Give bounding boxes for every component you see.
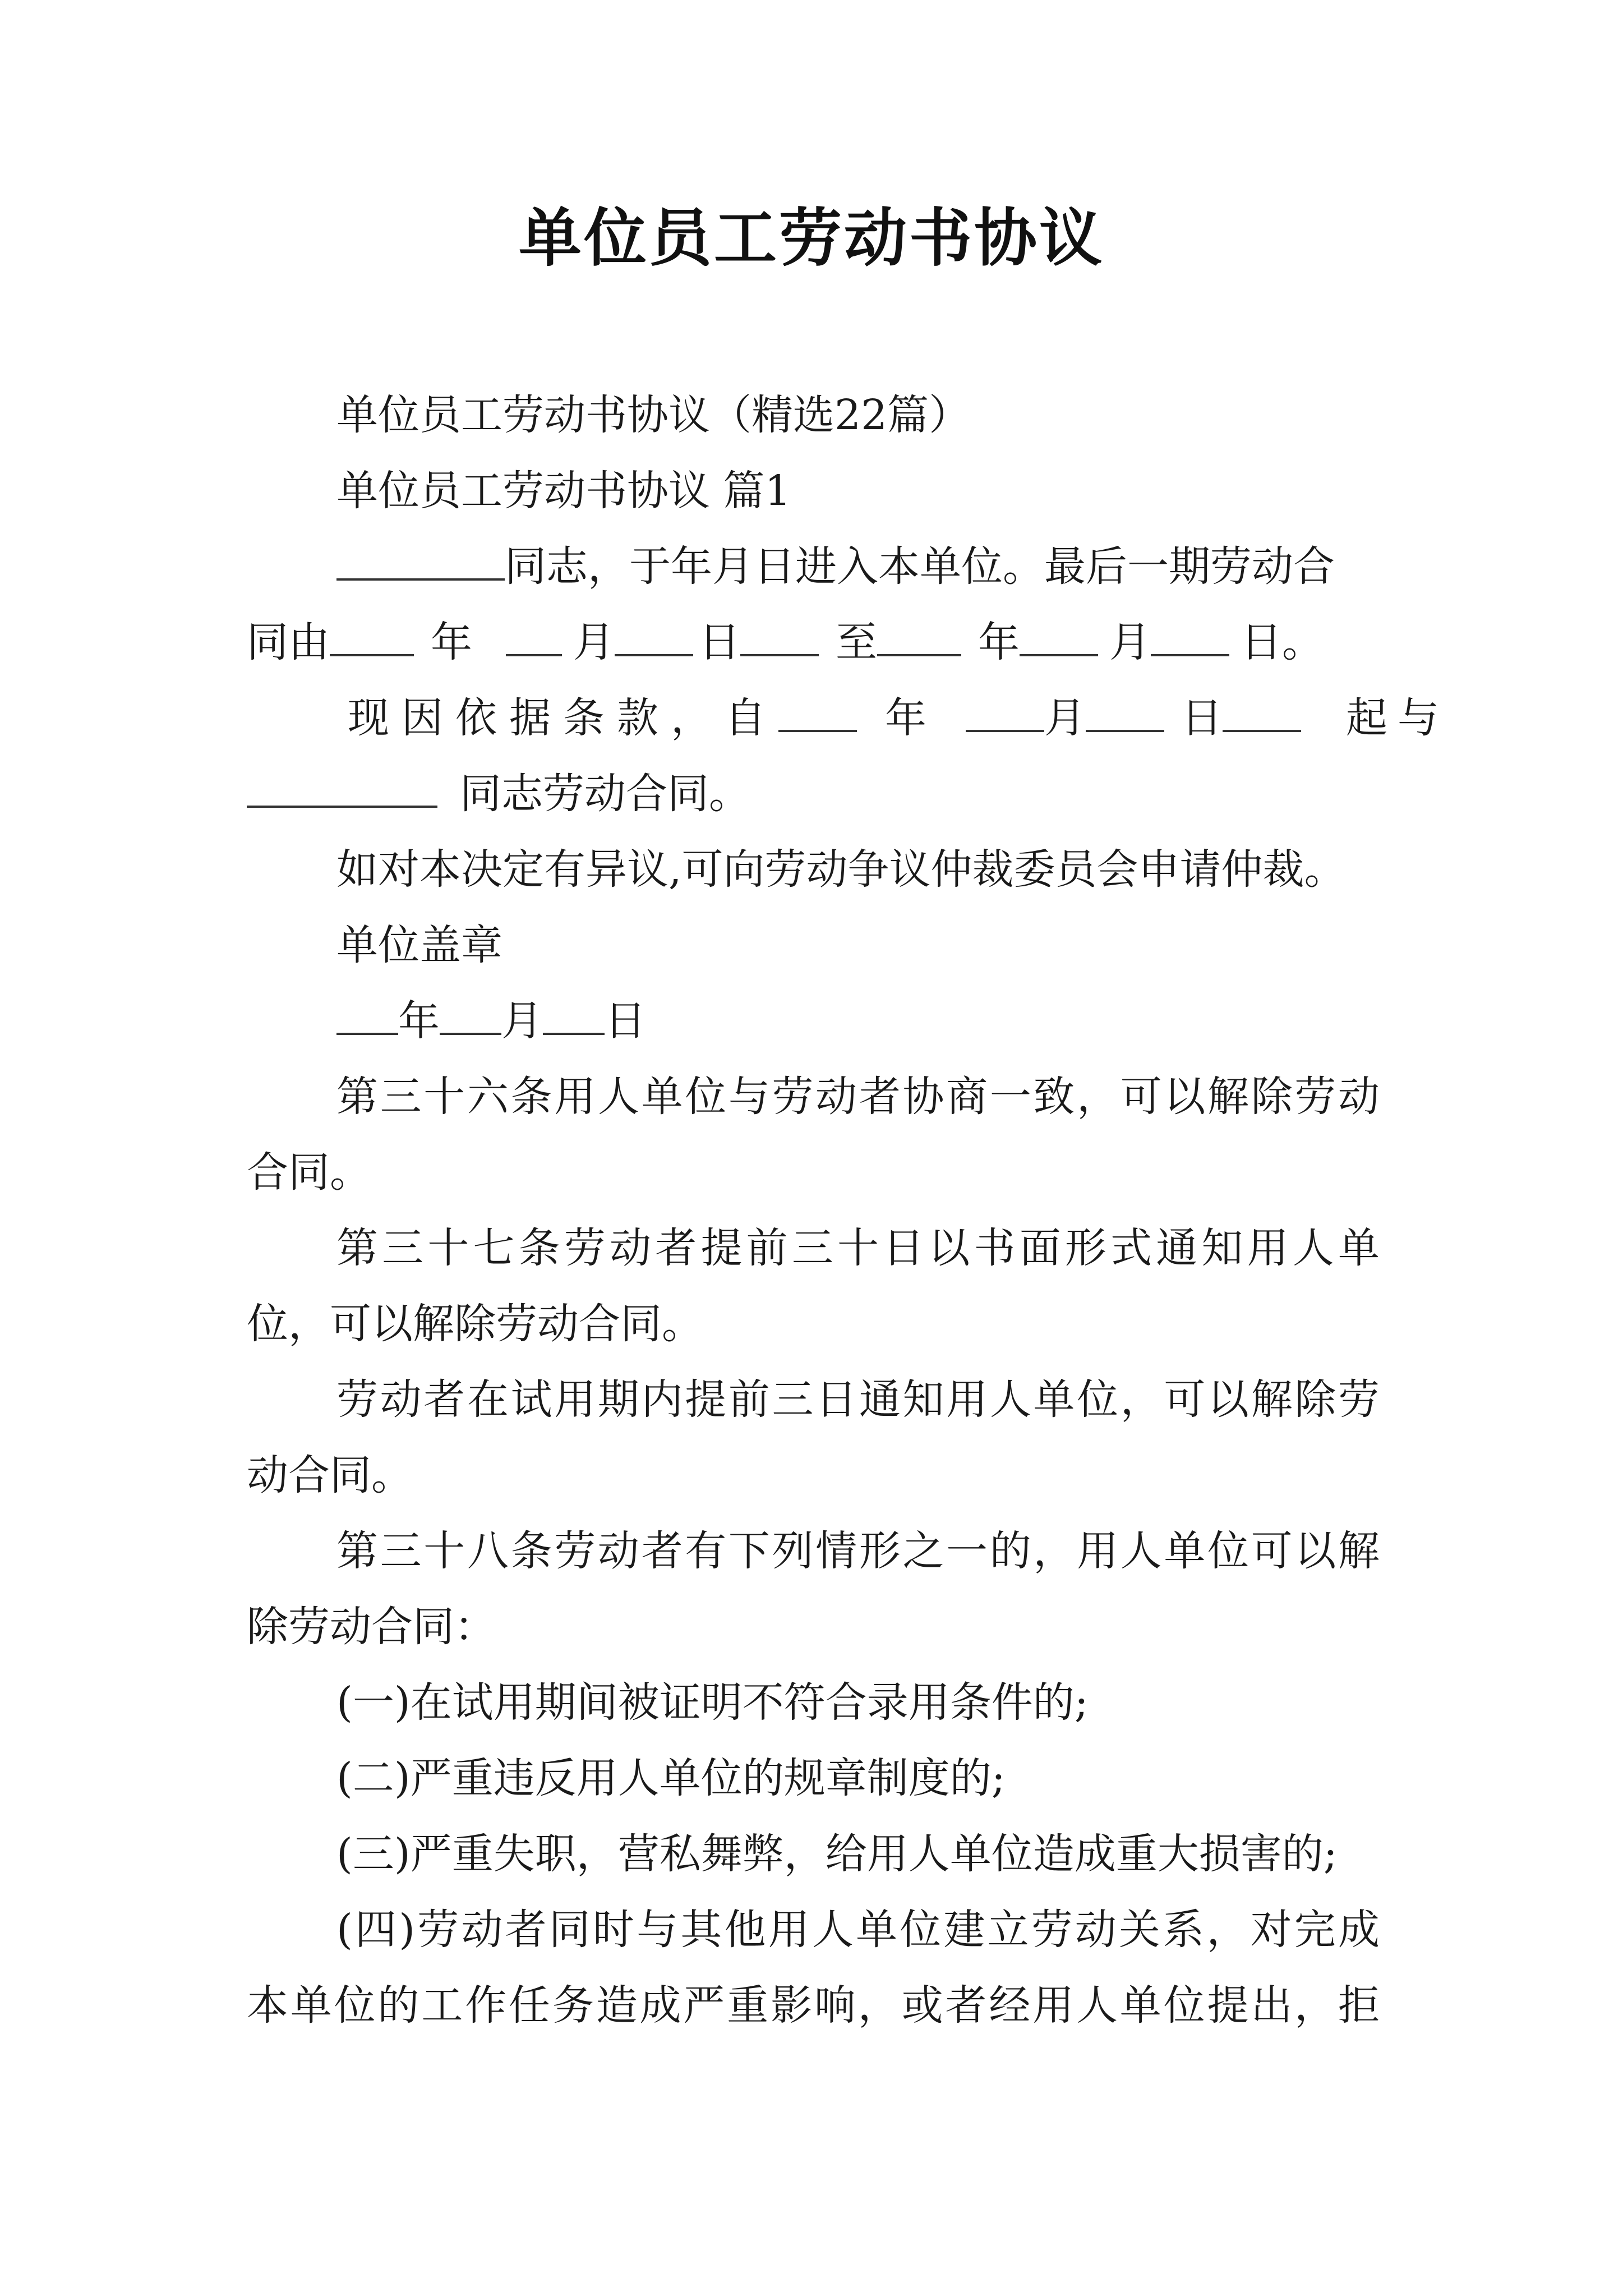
fill-in-blank (877, 619, 961, 656)
fill-in-blank (440, 998, 501, 1035)
paragraph-line: 同志劳动合同。 (247, 766, 750, 822)
paragraph-line: 第三十七条劳动者提前三十日以书面形式通知用人单 (336, 1224, 1380, 1272)
fill-in-blank (330, 619, 414, 656)
fill-in-blank (336, 998, 398, 1035)
paragraph-line: 第三十八条劳动者有下列情形之一的，用人单位可以解 (336, 1527, 1380, 1575)
list-item: (四)劳动者同时与其他用人单位建立劳动关系，对完成 (336, 1906, 1380, 1954)
paragraph-line: 除劳动合同： (247, 1603, 496, 1651)
fill-in-blank (506, 619, 562, 656)
fill-in-blank (615, 619, 693, 656)
subtitle-line: 单位员工劳动书协议（精选22篇） (336, 391, 971, 439)
list-item: (三)严重失职，营私舞弊，给用人单位造成重大损害的; (336, 1830, 1338, 1878)
fill-in-blank (336, 544, 505, 581)
fill-in-blank (1086, 695, 1164, 732)
fill-in-blank (1223, 695, 1301, 732)
fill-in-blank (1020, 619, 1098, 656)
section-heading: 单位员工劳动书协议 篇1 (336, 467, 791, 515)
list-item: (二)严重违反用人单位的规章制度的; (336, 1754, 1006, 1802)
paragraph-line: 动合同。 (247, 1451, 413, 1499)
paragraph-line: 同由 年 月 日 至 年 月 日。 (247, 618, 1324, 666)
paragraph-line: 同志，于年月日进入本单位。最后一期劳动合 (336, 539, 1335, 595)
paragraph-line: 合同。 (247, 1148, 371, 1197)
list-item: (一)在试用期间被证明不符合录用条件的; (336, 1678, 1089, 1727)
fill-in-blank (740, 619, 819, 656)
fill-in-blank (1151, 619, 1229, 656)
fill-in-blank (778, 695, 857, 732)
date-line: 年 月 日 (336, 993, 646, 1049)
fill-in-blank (543, 998, 605, 1035)
document-title: 单位员工劳动书协议 (519, 201, 1104, 275)
seal-label: 单位盖章 (336, 921, 502, 969)
fill-in-blank (966, 695, 1044, 732)
paragraph-line: 现因依据条款，自 年 月 日 起与 (348, 694, 1449, 742)
paragraph-line: 位，可以解除劳动合同。 (247, 1300, 703, 1348)
paragraph-line: 第三十六条用人单位与劳动者协商一致，可以解除劳动 (336, 1073, 1380, 1121)
paragraph-line: 本单位的工作任务造成严重影响，或者经用人单位提出，拒 (247, 1981, 1380, 2030)
paragraph-line: 劳动者在试用期内提前三日通知用人单位，可以解除劳 (336, 1375, 1380, 1424)
paragraph-line: 如对本决定有异议,可向劳动争议仲裁委员会申请仲裁。 (336, 845, 1346, 894)
fill-in-blank (247, 771, 437, 808)
